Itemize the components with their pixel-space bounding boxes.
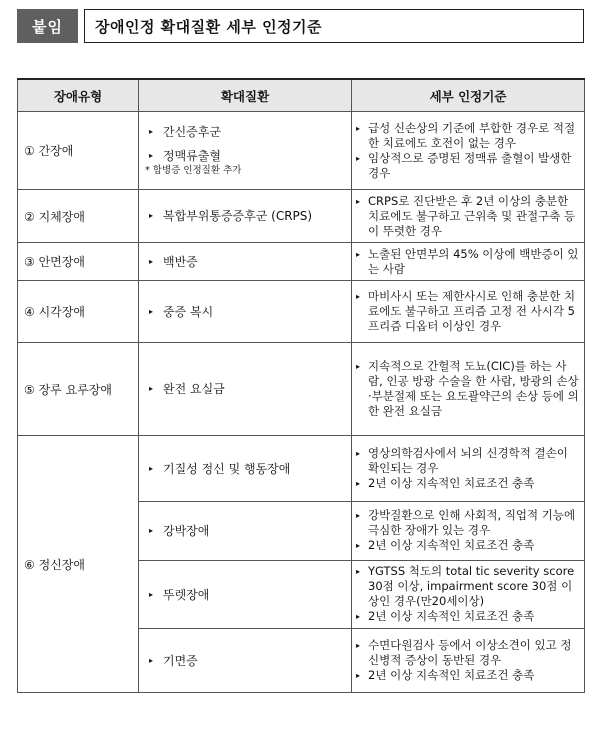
criteria-item — [356, 151, 580, 181]
criteria-cell — [352, 190, 585, 243]
table-row — [18, 436, 585, 502]
table-row — [18, 190, 585, 243]
disease-item-text: 기면증 — [163, 653, 198, 668]
criteria-item-text: 2년 이상 지속적인 치료조건 충족 — [368, 667, 535, 682]
disease-cell — [139, 436, 352, 502]
disease-cell — [139, 112, 352, 190]
bullet-icon: ▸ — [149, 463, 154, 473]
criteria-table — [17, 78, 585, 693]
disease-cell — [139, 502, 352, 561]
table-header-row — [18, 79, 585, 112]
bullet-icon: ▸ — [356, 292, 361, 301]
bullet-icon: ▸ — [356, 249, 361, 259]
bullet-icon: ▸ — [356, 511, 361, 520]
disease-cell — [139, 281, 352, 343]
disease-item — [143, 461, 347, 477]
criteria-item-text: 급성 신손상의 기준에 부합한 경우로 적절한 치료에도 호전이 없는 경우 — [368, 120, 576, 150]
disease-item — [143, 304, 347, 320]
table-row — [18, 281, 585, 343]
criteria-item — [356, 194, 580, 239]
bullet-icon: ▸ — [356, 123, 361, 133]
criteria-item-text: CRPS로 진단받은 후 2년 이상의 충분한 치료에도 불구하고 근위축 및 관절구축 등이 뚜렷한 경우 — [368, 193, 576, 238]
criteria-item-text: 2년 이상 지속적인 치료조건 충족 — [368, 538, 535, 552]
bullet-icon: ▸ — [149, 589, 154, 599]
criteria-cell — [352, 281, 585, 343]
disease-item — [143, 653, 347, 669]
disease-item-text: 기질성 정신 및 행동장애 — [163, 461, 291, 476]
criteria-item — [356, 638, 580, 668]
column-header: 확대질환 — [139, 79, 352, 112]
disease-item-text: 중증 복시 — [163, 304, 214, 319]
disease-item-text: 정맥류출혈 — [163, 148, 221, 163]
criteria-cell — [352, 561, 585, 629]
criteria-item-text: 지속적으로 간헐적 도뇨(CIC)를 하는 사람, 인공 방광 수술을 한 사람, 방광의 손상·부분절제 또는 요도괄약근의 손상 등에 의한 완전 요실금 — [368, 359, 579, 418]
criteria-item-text: 노출된 안면부의 45% 이상에 백반증이 있는 사람 — [368, 246, 579, 276]
bullet-icon: ▸ — [356, 362, 361, 371]
bullet-icon: ▸ — [356, 153, 361, 163]
disease-cell — [139, 561, 352, 629]
attachment-badge: 붙임 — [17, 9, 78, 43]
criteria-item — [356, 564, 580, 609]
disease-item-text: 백반증 — [163, 254, 198, 269]
bullet-icon: ▸ — [149, 384, 154, 393]
criteria-item — [356, 121, 580, 151]
disease-item — [143, 254, 347, 270]
bullet-icon: ▸ — [149, 126, 154, 136]
disability-type: ② 지체장애 — [18, 190, 139, 243]
criteria-item-text: YGTSS 척도의 total tic severity score 30점 이상, impairment score 30점 이상인 경우(만20세이상) — [368, 564, 575, 608]
table-row — [18, 243, 585, 281]
bullet-icon: ▸ — [149, 256, 154, 266]
bullet-icon: ▸ — [149, 306, 154, 316]
criteria-item — [356, 247, 580, 277]
criteria-item — [356, 538, 580, 554]
disability-type: ⑤ 장루 요루장애 — [18, 343, 139, 436]
criteria-cell — [352, 343, 585, 436]
bullet-icon: ▸ — [356, 196, 361, 206]
disease-item-text: 강박장애 — [163, 524, 210, 538]
header — [17, 9, 584, 43]
disease-item — [143, 124, 347, 140]
criteria-cell — [352, 436, 585, 502]
bullet-icon: ▸ — [356, 612, 361, 621]
criteria-item — [356, 289, 580, 334]
criteria-item — [356, 359, 580, 419]
criteria-item-text: 2년 이상 지속적인 치료조건 충족 — [368, 475, 535, 490]
bullet-icon: ▸ — [356, 567, 361, 576]
criteria-item — [356, 668, 580, 684]
table-row — [18, 112, 585, 190]
disease-item-text: 복합부위통증증후군 (CRPS) — [163, 209, 313, 223]
page-title: 장애인정 확대질환 세부 인정기준 — [84, 9, 584, 43]
disease-item — [143, 148, 347, 164]
criteria-item-text: 마비사시 또는 제한사시로 인해 충분한 치료에도 불구하고 프리즘 고정 전 사시각 5프리즘 디옵터 이상인 경우 — [368, 289, 576, 333]
disease-item — [143, 208, 347, 224]
disability-type: ⑥ 정신장애 — [18, 436, 139, 693]
disability-type: ① 간장애 — [18, 112, 139, 190]
criteria-cell — [352, 629, 585, 693]
column-header: 세부 인정기준 — [352, 79, 585, 112]
bullet-icon: ▸ — [356, 670, 361, 680]
bullet-icon: ▸ — [149, 150, 154, 160]
disease-item — [143, 587, 347, 603]
criteria-item-text: 영상의학검사에서 뇌의 신경학적 결손이 확인되는 경우 — [368, 445, 568, 475]
criteria-item-text: 2년 이상 지속적인 치료조건 충족 — [368, 609, 535, 623]
criteria-cell — [352, 243, 585, 281]
disease-item-text: 간신증후군 — [163, 124, 221, 139]
column-header: 장애유형 — [18, 79, 139, 112]
criteria-item — [356, 476, 580, 492]
criteria-item — [356, 508, 580, 538]
disease-note: * 합병증 인정질환 추가 — [145, 164, 242, 176]
disease-cell — [139, 243, 352, 281]
criteria-item-text: 수면다원검사 등에서 이상소견이 있고 정신병적 증상이 동반된 경우 — [368, 637, 572, 667]
criteria-item — [356, 446, 580, 476]
disease-cell — [139, 343, 352, 436]
criteria-item — [356, 609, 580, 625]
bullet-icon: ▸ — [356, 640, 361, 650]
criteria-cell — [352, 502, 585, 561]
disease-item-text: 뚜렛장애 — [163, 587, 210, 602]
criteria-cell — [352, 112, 585, 190]
bullet-icon: ▸ — [149, 655, 154, 665]
table-row — [18, 343, 585, 436]
bullet-icon: ▸ — [149, 526, 154, 535]
bullet-icon: ▸ — [356, 448, 361, 458]
criteria-item-text: 임상적으로 증명된 정맥류 출혈이 발생한 경우 — [368, 150, 572, 180]
disability-type: ④ 시각장애 — [18, 281, 139, 343]
bullet-icon: ▸ — [356, 541, 361, 550]
disease-item-text: 완전 요실금 — [163, 382, 225, 396]
disease-item — [143, 523, 347, 539]
disease-cell — [139, 629, 352, 693]
disability-type: ③ 안면장애 — [18, 243, 139, 281]
bullet-icon: ▸ — [149, 211, 154, 220]
criteria-item-text: 강박질환으로 인해 사회적, 직업적 기능에 극심한 장애가 있는 경우 — [368, 508, 576, 537]
bullet-icon: ▸ — [356, 478, 361, 488]
disease-item — [143, 381, 347, 397]
disease-cell — [139, 190, 352, 243]
